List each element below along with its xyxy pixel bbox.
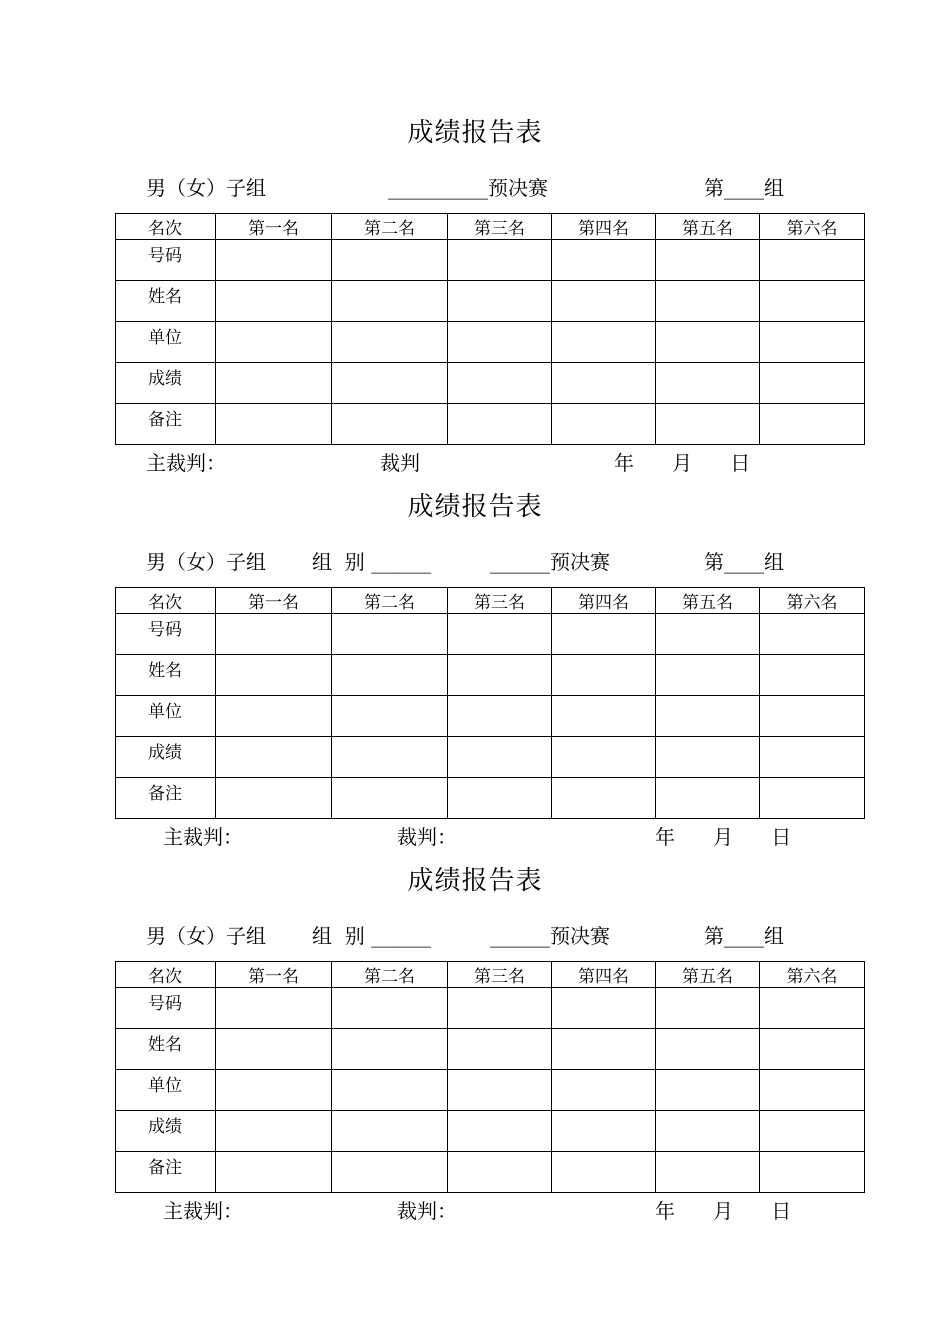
blank-cell[interactable] xyxy=(448,1070,552,1111)
blank-cell[interactable] xyxy=(656,1152,760,1193)
blank-cell[interactable] xyxy=(216,778,332,819)
row-label-unit: 单位 xyxy=(116,322,216,363)
results-table xyxy=(115,213,865,445)
blank-cell[interactable] xyxy=(448,363,552,404)
date-label: 年 月 日 xyxy=(614,451,751,475)
blank-cell[interactable] xyxy=(552,696,656,737)
table-row xyxy=(116,655,865,696)
blank-cell[interactable] xyxy=(760,737,865,778)
row-label-remarks: 备注 xyxy=(116,1152,216,1193)
blank-cell[interactable] xyxy=(216,1152,332,1193)
blank-cell[interactable] xyxy=(332,1152,448,1193)
blank-cell[interactable] xyxy=(216,1111,332,1152)
blank-cell[interactable] xyxy=(760,1111,865,1152)
row-label-number: 号码 xyxy=(116,988,216,1029)
blank-cell[interactable] xyxy=(552,614,656,655)
blank-cell[interactable] xyxy=(332,1070,448,1111)
row-label-name: 姓名 xyxy=(116,1029,216,1070)
group-field: 组 别 ______ xyxy=(312,924,432,948)
referee-label: 裁判： xyxy=(397,825,457,849)
blank-cell[interactable] xyxy=(760,240,865,281)
row-label-name: 姓名 xyxy=(116,281,216,322)
blank-cell[interactable] xyxy=(332,240,448,281)
row-label-score: 成绩 xyxy=(116,1111,216,1152)
blank-cell[interactable] xyxy=(656,696,760,737)
blank-cell[interactable] xyxy=(216,1029,332,1070)
row-label-remarks: 备注 xyxy=(116,778,216,819)
blank-cell[interactable] xyxy=(332,1111,448,1152)
stage-field: ______预决赛 xyxy=(490,924,610,948)
row-label-number: 号码 xyxy=(116,240,216,281)
blank-cell[interactable] xyxy=(552,1111,656,1152)
blank-cell[interactable] xyxy=(332,696,448,737)
blank-cell[interactable] xyxy=(760,322,865,363)
row-label-score: 成绩 xyxy=(116,363,216,404)
blank-cell[interactable] xyxy=(216,363,332,404)
blank-cell[interactable] xyxy=(216,655,332,696)
blank-cell[interactable] xyxy=(448,281,552,322)
blank-cell[interactable] xyxy=(760,1070,865,1111)
blank-cell[interactable] xyxy=(552,363,656,404)
header-cell-2nd: 第二名 xyxy=(332,588,448,614)
table-row xyxy=(116,1029,865,1070)
form-title: 成绩报告表 xyxy=(407,118,543,148)
blank-cell[interactable] xyxy=(332,1029,448,1070)
header-cell-4th: 第四名 xyxy=(552,214,656,240)
table-row xyxy=(116,737,865,778)
header-cell-2nd: 第二名 xyxy=(332,214,448,240)
blank-cell[interactable] xyxy=(552,1152,656,1193)
table-header-row xyxy=(116,962,865,988)
blank-cell[interactable] xyxy=(656,1029,760,1070)
blank-cell[interactable] xyxy=(332,737,448,778)
blank-cell[interactable] xyxy=(552,988,656,1029)
row-label-unit: 单位 xyxy=(116,696,216,737)
header-cell-5th: 第五名 xyxy=(656,588,760,614)
table-row xyxy=(116,281,865,322)
blank-cell[interactable] xyxy=(216,404,332,445)
blank-cell[interactable] xyxy=(656,1111,760,1152)
blank-cell[interactable] xyxy=(448,1111,552,1152)
header-cell-1st: 第一名 xyxy=(216,962,332,988)
header-cell-5th: 第五名 xyxy=(656,214,760,240)
blank-cell[interactable] xyxy=(760,655,865,696)
blank-cell[interactable] xyxy=(760,696,865,737)
chief-referee-label: 主裁判： xyxy=(163,825,243,849)
blank-cell[interactable] xyxy=(448,988,552,1029)
gender-group-label: 男（女）子组 xyxy=(146,176,266,200)
table-row xyxy=(116,988,865,1029)
header-cell-rank: 名次 xyxy=(116,588,216,614)
blank-cell[interactable] xyxy=(656,1070,760,1111)
blank-cell[interactable] xyxy=(760,778,865,819)
header-cell-6th: 第六名 xyxy=(760,962,865,988)
header-cell-3rd: 第三名 xyxy=(448,214,552,240)
blank-cell[interactable] xyxy=(448,737,552,778)
table-row xyxy=(116,322,865,363)
table-row xyxy=(116,1111,865,1152)
blank-cell[interactable] xyxy=(332,404,448,445)
row-label-remarks: 备注 xyxy=(116,404,216,445)
header-cell-1st: 第一名 xyxy=(216,588,332,614)
blank-cell[interactable] xyxy=(760,404,865,445)
gender-group-label: 男（女）子组 xyxy=(146,924,266,948)
table-row xyxy=(116,778,865,819)
gender-group-label: 男（女）子组 xyxy=(146,550,266,574)
blank-cell[interactable] xyxy=(216,322,332,363)
heat-field: 第____组 xyxy=(704,550,784,574)
row-label-unit: 单位 xyxy=(116,1070,216,1111)
row-label-score: 成绩 xyxy=(116,737,216,778)
header-cell-1st: 第一名 xyxy=(216,214,332,240)
blank-cell[interactable] xyxy=(448,778,552,819)
blank-cell[interactable] xyxy=(448,322,552,363)
table-row xyxy=(116,240,865,281)
referee-label: 裁判 xyxy=(380,451,420,475)
header-cell-3rd: 第三名 xyxy=(448,588,552,614)
table-row xyxy=(116,363,865,404)
blank-cell[interactable] xyxy=(448,1029,552,1070)
blank-cell[interactable] xyxy=(448,655,552,696)
blank-cell[interactable] xyxy=(216,614,332,655)
table-row xyxy=(116,1070,865,1111)
blank-cell[interactable] xyxy=(552,655,656,696)
blank-cell[interactable] xyxy=(448,614,552,655)
blank-cell[interactable] xyxy=(216,696,332,737)
blank-cell[interactable] xyxy=(656,778,760,819)
blank-cell[interactable] xyxy=(332,322,448,363)
header-cell-5th: 第五名 xyxy=(656,962,760,988)
group-field: 组 别 ______ xyxy=(312,550,432,574)
header-cell-6th: 第六名 xyxy=(760,588,865,614)
blank-cell[interactable] xyxy=(656,322,760,363)
blank-cell[interactable] xyxy=(760,363,865,404)
blank-cell[interactable] xyxy=(552,322,656,363)
results-table xyxy=(115,587,865,819)
results-table xyxy=(115,961,865,1193)
blank-cell[interactable] xyxy=(332,655,448,696)
blank-cell[interactable] xyxy=(216,737,332,778)
blank-cell[interactable] xyxy=(552,240,656,281)
blank-cell[interactable] xyxy=(760,614,865,655)
blank-cell[interactable] xyxy=(332,363,448,404)
blank-cell[interactable] xyxy=(332,614,448,655)
table-header-row xyxy=(116,214,865,240)
header-cell-4th: 第四名 xyxy=(552,962,656,988)
blank-cell[interactable] xyxy=(760,1152,865,1193)
blank-cell[interactable] xyxy=(760,1029,865,1070)
header-cell-6th: 第六名 xyxy=(760,214,865,240)
blank-cell[interactable] xyxy=(656,404,760,445)
blank-cell[interactable] xyxy=(552,281,656,322)
blank-cell[interactable] xyxy=(760,988,865,1029)
row-label-number: 号码 xyxy=(116,614,216,655)
blank-cell[interactable] xyxy=(552,778,656,819)
blank-cell[interactable] xyxy=(760,281,865,322)
blank-cell[interactable] xyxy=(448,1152,552,1193)
referee-label: 裁判： xyxy=(397,1199,457,1223)
blank-cell[interactable] xyxy=(656,988,760,1029)
stage-field: ______预决赛 xyxy=(490,550,610,574)
table-row xyxy=(116,404,865,445)
table-row xyxy=(116,696,865,737)
header-cell-4th: 第四名 xyxy=(552,588,656,614)
header-cell-rank: 名次 xyxy=(116,962,216,988)
date-label: 年 月 日 xyxy=(655,825,792,849)
table-row xyxy=(116,614,865,655)
blank-cell[interactable] xyxy=(332,281,448,322)
blank-cell[interactable] xyxy=(448,240,552,281)
table-row xyxy=(116,1152,865,1193)
blank-cell[interactable] xyxy=(656,737,760,778)
date-label: 年 月 日 xyxy=(655,1199,792,1223)
blank-cell[interactable] xyxy=(216,240,332,281)
header-cell-3rd: 第三名 xyxy=(448,962,552,988)
chief-referee-label: 主裁判： xyxy=(163,1199,243,1223)
blank-cell[interactable] xyxy=(332,988,448,1029)
blank-cell[interactable] xyxy=(448,696,552,737)
form-title: 成绩报告表 xyxy=(407,492,543,522)
header-cell-2nd: 第二名 xyxy=(332,962,448,988)
blank-cell[interactable] xyxy=(216,281,332,322)
blank-cell[interactable] xyxy=(656,240,760,281)
blank-cell[interactable] xyxy=(552,737,656,778)
blank-cell[interactable] xyxy=(656,614,760,655)
heat-field: 第____组 xyxy=(704,176,784,200)
blank-cell[interactable] xyxy=(448,404,552,445)
blank-cell[interactable] xyxy=(552,404,656,445)
blank-cell[interactable] xyxy=(216,988,332,1029)
heat-field: 第____组 xyxy=(704,924,784,948)
blank-cell[interactable] xyxy=(552,1070,656,1111)
blank-cell[interactable] xyxy=(216,1070,332,1111)
form-title: 成绩报告表 xyxy=(407,866,543,896)
blank-cell[interactable] xyxy=(656,281,760,322)
blank-cell[interactable] xyxy=(656,655,760,696)
blank-cell[interactable] xyxy=(552,1029,656,1070)
blank-cell[interactable] xyxy=(656,363,760,404)
table-header-row xyxy=(116,588,865,614)
blank-cell[interactable] xyxy=(332,778,448,819)
stage-field: __________预决赛 xyxy=(388,176,548,200)
chief-referee-label: 主裁判： xyxy=(146,451,226,475)
row-label-name: 姓名 xyxy=(116,655,216,696)
header-cell-rank: 名次 xyxy=(116,214,216,240)
